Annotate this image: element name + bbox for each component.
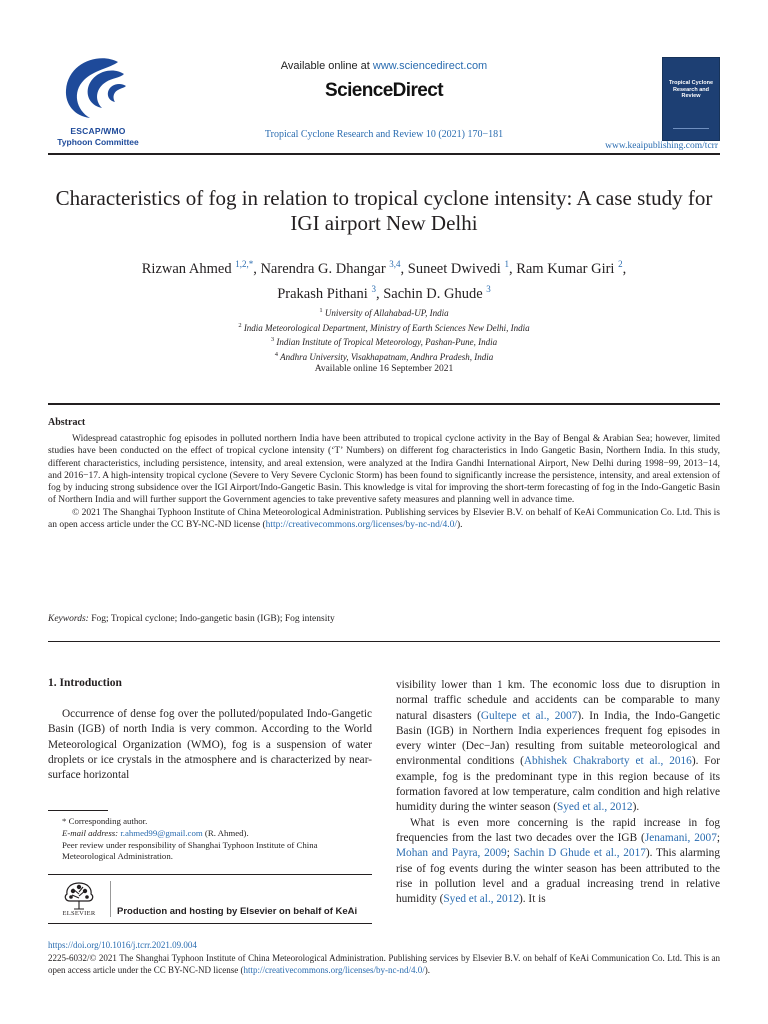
abstract-paragraph: Widespread catastrophic fog episodes in polluted northern India have been attributed to tropical cyclone activity in the Bay of Bengal & Arabian Sea; however, limited studies have been conducted on the effect of tropical cyclone intensity (‘T’ Numbers) on different fog characteristics in Indo Gangetic Basin, Northern India. In this study, different characteristics, including persistence, intensity, and areal extension, were analyzed at the Indira Gandhi International Airport, New Delhi during 1998−99, 2013−14, and 2016−17. A high-intensity tropical cyclone (Severe to Very Severe Cyclonic Storm) has been found to significantly increase the persistence, intensity, and areal extension of fog by inducing strong subsidence over the IGI Airport/Indo-Gangetic Basin. This knowledge is vital for improving the short-term forecasting of fog in the Indo-Gangetic Basin of Northern India and will further support the Government agencies to take preventive safety measures and planning well in advance time. <box>48 434 720 506</box>
footnote-rule <box>48 810 108 811</box>
affiliation-text: University of Allahabad-UP, India <box>322 308 449 318</box>
text-run: visibility lower than 1 km. The economic loss due to disruption in normal traffic schedule and accidents can be comparable to many natural disasters ( <box>396 679 720 722</box>
cover-title: Tropical Cyclone Research and Review <box>668 80 713 100</box>
elsevier-hosting-text: Production and hosting by Elsevier on behalf of KeAi <box>117 906 358 917</box>
abstract-copyright <box>48 507 720 532</box>
affiliation <box>60 349 708 364</box>
elsevier-divider <box>110 881 111 917</box>
author-affiliation-marker[interactable]: 1,2,* <box>235 259 254 269</box>
section-heading-introduction: 1. Introduction <box>48 677 122 689</box>
right-column <box>396 678 720 907</box>
intro-paragraph-1: Occurrence of dense fog over the polluted/populated Indo-Gangetic Basin (IGB) of north India is very common. According to the World Meteorological Organization (WMO), fog is a suspension of water droplets or ice crystals in the atmosphere and is characterized by near-surface horizontal <box>48 708 372 782</box>
intro-paragraph-continued <box>396 678 720 816</box>
journal-reference[interactable]: Tropical Cyclone Research and Review 10 (2021) 170−181 <box>264 129 504 140</box>
author-separator: , <box>400 261 408 277</box>
email-link[interactable]: r.ahmed99@gmail.com <box>120 827 203 838</box>
keywords-label: Keywords: <box>48 614 89 624</box>
footer-notice-end: ). <box>424 964 430 975</box>
journal-homepage-link[interactable]: www.keaipublishing.com/tcrr <box>605 141 718 151</box>
keywords-line <box>48 614 720 624</box>
affiliation-number: 3 <box>270 336 275 343</box>
author-name: Rizwan Ahmed <box>141 261 236 277</box>
citation-link[interactable]: Sachin D Ghude et al., 2017 <box>513 847 646 860</box>
intro-paragraph-2 <box>396 816 720 908</box>
text-run: ). In India, the Indo-Gangetic Basin (IGB) in Northern India experiences frequent fog episodes in every winter (Dec−Jan) resulting from suitable meteorological and environmental conditions ( <box>396 709 720 768</box>
keywords-list: Fog; Tropical cyclone; Indo-gangetic basin (IGB); Fog intensity <box>88 614 335 624</box>
citation-link[interactable]: Syed et al., 2012 <box>443 893 520 906</box>
affiliation-number: 4 <box>274 350 278 358</box>
elsevier-tree-icon <box>62 880 96 910</box>
text-run: What is even more concerning is the rapid increase in fog frequencies from the last two decades over the IGB ( <box>396 816 720 844</box>
abstract-top-rule <box>48 403 720 405</box>
available-online-line <box>0 60 768 72</box>
author-separator: , <box>508 261 517 277</box>
author-affiliation-marker[interactable]: 3 <box>486 284 491 294</box>
author-affiliation-marker[interactable]: 1 <box>504 259 509 269</box>
text-run: ). It is <box>519 893 546 906</box>
affiliation-text: Indian Institute of Tropical Meteorology, Pashan-Pune, India <box>274 337 498 347</box>
logo-caption-typhoon-committee: Typhoon Committee <box>57 137 139 147</box>
left-column <box>48 707 372 783</box>
corresponding-author-note: * Corresponding author. <box>62 816 148 826</box>
text-run: ). For example, fog is the predominant type in this region because of its formation favored at low temperature, calm condition and high relative humidity during the winter season ( <box>396 755 720 814</box>
text-run: ). This alarming rise of fog events during the winter season has been attributed to the rise in pollution level and a gradual increasing trend in relative humidity ( <box>396 847 720 906</box>
author-name: Suneet Dwivedi <box>407 261 505 277</box>
author-affiliation-marker[interactable]: 3,4 <box>389 259 401 269</box>
affiliation <box>60 334 708 349</box>
affiliation <box>60 305 708 320</box>
abstract-heading: Abstract <box>48 417 86 428</box>
license-link[interactable]: http://creativecommons.org/licenses/by-nc-nd/4.0/ <box>265 520 458 531</box>
logo-caption-escap-wmo: ESCAP/WMO <box>70 126 126 136</box>
affiliation-list <box>60 305 708 363</box>
elsevier-wordmark: ELSEVIER <box>62 910 96 917</box>
available-online-text: Available online at <box>280 60 373 72</box>
text-run: ; <box>506 847 514 860</box>
journal-cover-thumbnail[interactable] <box>662 57 720 141</box>
affiliation-text: India Meteorological Department, Ministry of Earth Sciences New Delhi, India <box>241 322 530 333</box>
copyright-end: ). <box>457 520 463 531</box>
cover-divider <box>673 128 709 129</box>
elsevier-banner <box>48 874 372 924</box>
affiliation-text: Andhra University, Visakhapatnam, Andhra Pradesh, India <box>278 351 494 362</box>
email-suffix: (R. Ahmed). <box>202 827 249 838</box>
citation-link[interactable]: Syed et al., 2012 <box>556 801 633 814</box>
text-run: ; <box>716 831 720 844</box>
author-separator: , <box>622 261 627 277</box>
author-name: Narendra G. Dhangar <box>260 261 390 277</box>
available-date: Available online 16 September 2021 <box>314 364 454 374</box>
article-title: Characteristics of fog in relation to tropical cyclone intensity: A case study for IGI airport New Delhi <box>55 186 713 235</box>
citation-link[interactable]: Abhishek Chakraborty et al., 2016 <box>523 755 692 768</box>
author-name: Sachin D. Ghude <box>383 286 487 302</box>
author-list <box>60 254 708 304</box>
citation-link[interactable]: Jenamani, 2007 <box>644 831 717 844</box>
abstract-bottom-rule <box>48 641 720 642</box>
footer-license-link[interactable]: http://creativecommons.org/licenses/by-nc-nd/4.0/ <box>243 964 425 975</box>
sciencedirect-link[interactable]: www.sciencedirect.com <box>372 60 488 72</box>
author-affiliation-marker[interactable]: 2 <box>618 259 623 269</box>
sciencedirect-logo: ScienceDirect <box>325 80 443 101</box>
footer-notice-text: 2225-6032/© 2021 The Shanghai Typhoon Institute of China Meteorological Administration. Publishing services by Elsevier B.V. on behalf of KeAi Communication Co. Ltd. This is an open access article under the CC BY-NC-ND license ( <box>48 953 720 975</box>
affiliation <box>60 320 708 335</box>
author-affiliation-marker[interactable]: 3 <box>371 284 376 294</box>
email-label: E-mail address: <box>62 827 121 838</box>
header-divider <box>48 153 720 155</box>
citation-link[interactable]: Mohan and Payra, 2009 <box>396 847 507 860</box>
affiliation-number: 2 <box>238 321 242 329</box>
abstract-body <box>48 433 720 531</box>
author-separator: , <box>253 261 261 277</box>
text-run: ). <box>632 801 640 814</box>
peer-review-note: Peer review under responsibility of Shanghai Typhoon Institute of China Meteorological Administration. <box>62 839 318 862</box>
author-name: Ram Kumar Giri <box>516 261 619 277</box>
copyright-text: © 2021 The Shanghai Typhoon Institute of China Meteorological Administration. Publishing services by Elsevier B.V. on behalf of KeAi Communication Co. Ltd. This is an open access article under the CC BY-NC-ND license ( <box>48 507 720 531</box>
affiliation-number: 1 <box>319 307 323 314</box>
email-note <box>48 828 372 840</box>
author-separator: , <box>375 286 384 302</box>
footer-copyright-notice <box>48 953 720 977</box>
author-name: Prakash Pithani <box>277 286 372 302</box>
citation-link[interactable]: Gultepe et al., 2007 <box>480 709 578 722</box>
footnotes <box>48 816 372 863</box>
doi-link[interactable]: https://doi.org/10.1016/j.tcrr.2021.09.004 <box>48 940 197 950</box>
